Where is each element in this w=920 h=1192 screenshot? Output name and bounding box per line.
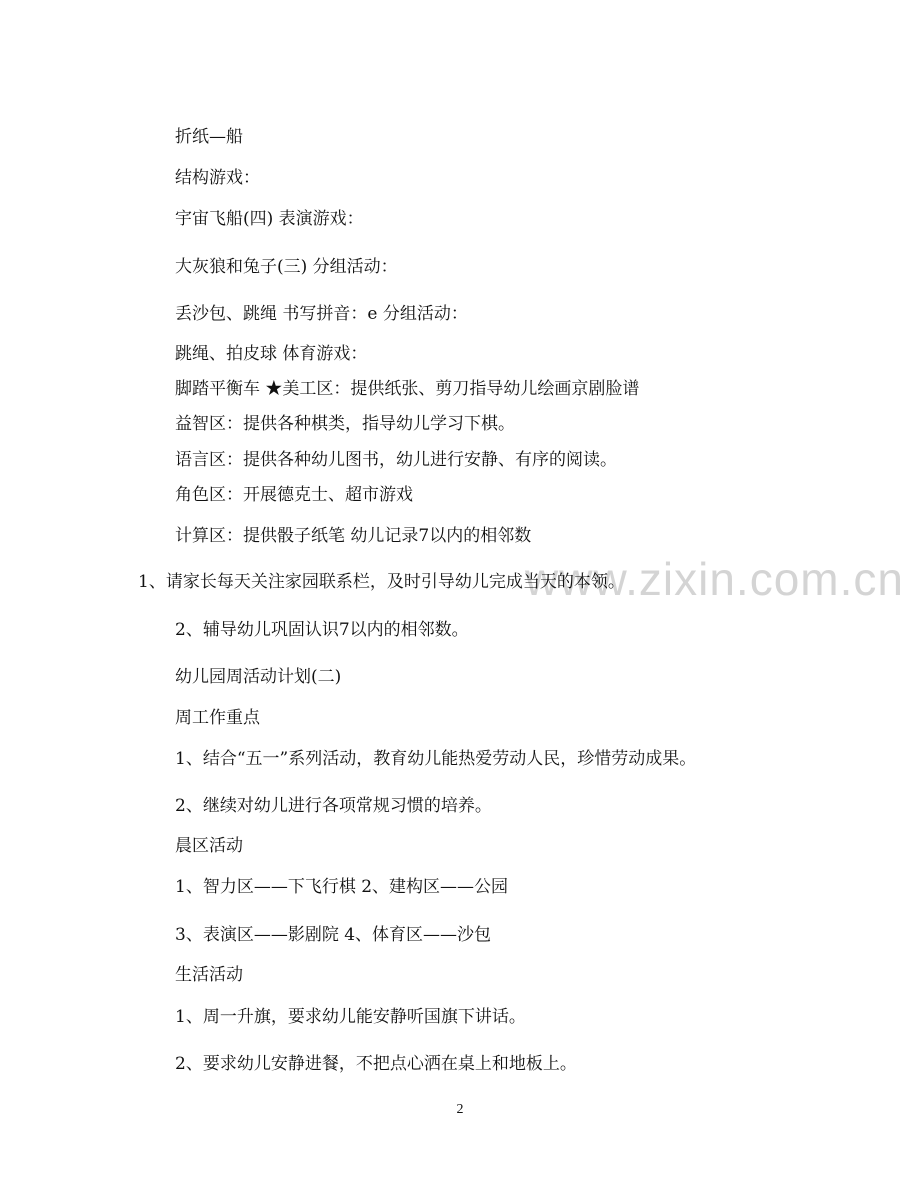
text-line: 语言区：提供各种幼儿图书，幼儿进行安静、有序的阅读。 <box>175 450 617 470</box>
text-line: 角色区：开展德克士、超市游戏 <box>175 485 413 505</box>
page-number: 2 <box>456 1102 464 1117</box>
text-line: 跳绳、拍皮球 体育游戏： <box>175 344 368 364</box>
text-line: 2、要求幼儿安静进餐，不把点心洒在桌上和地板上。 <box>175 1054 577 1074</box>
text-line: 3、表演区——影剧院 4、体育区——沙包 <box>175 925 492 945</box>
section-heading: 晨区活动 <box>175 836 243 856</box>
text-line: 宇宙飞船(四) 表演游戏： <box>175 209 364 229</box>
text-line: 计算区：提供骰子纸笔 幼儿记录7以内的相邻数 <box>175 526 532 546</box>
section-heading: 生活活动 <box>175 965 243 985</box>
text-line: 2、辅导幼儿巩固认识7以内的相邻数。 <box>175 620 469 640</box>
text-line: 益智区：提供各种棋类，指导幼儿学习下棋。 <box>175 414 515 434</box>
watermark: www.zixin.com.cn <box>525 553 904 605</box>
text-line: 1、结合“五一”系列活动，教育幼儿能热爱劳动人民，珍惜劳动成果。 <box>175 749 697 769</box>
text-line: 丢沙包、跳绳 书写拼音：e 分组活动： <box>175 304 468 324</box>
section-heading: 幼儿园周活动计划(二) <box>175 667 342 687</box>
text-line: 1、智力区——下飞行棋 2、建构区——公园 <box>175 877 509 897</box>
text-line: 结构游戏： <box>175 168 260 188</box>
text-line: 2、继续对幼儿进行各项常规习惯的培养。 <box>175 796 492 816</box>
text-line: 折纸—船 <box>175 127 243 147</box>
text-line: 大灰狼和兔子(三) 分组活动： <box>175 257 398 277</box>
text-line: 1、周一升旗，要求幼儿能安静听国旗下讲话。 <box>175 1007 526 1027</box>
section-heading: 周工作重点 <box>175 708 260 728</box>
text-line: 1、请家长每天关注家园联系栏，及时引导幼儿完成当天的本领。 <box>138 572 625 592</box>
text-line: 脚踏平衡车 ★美工区：提供纸张、剪刀指导幼儿绘画京剧脸谱 <box>175 379 640 399</box>
